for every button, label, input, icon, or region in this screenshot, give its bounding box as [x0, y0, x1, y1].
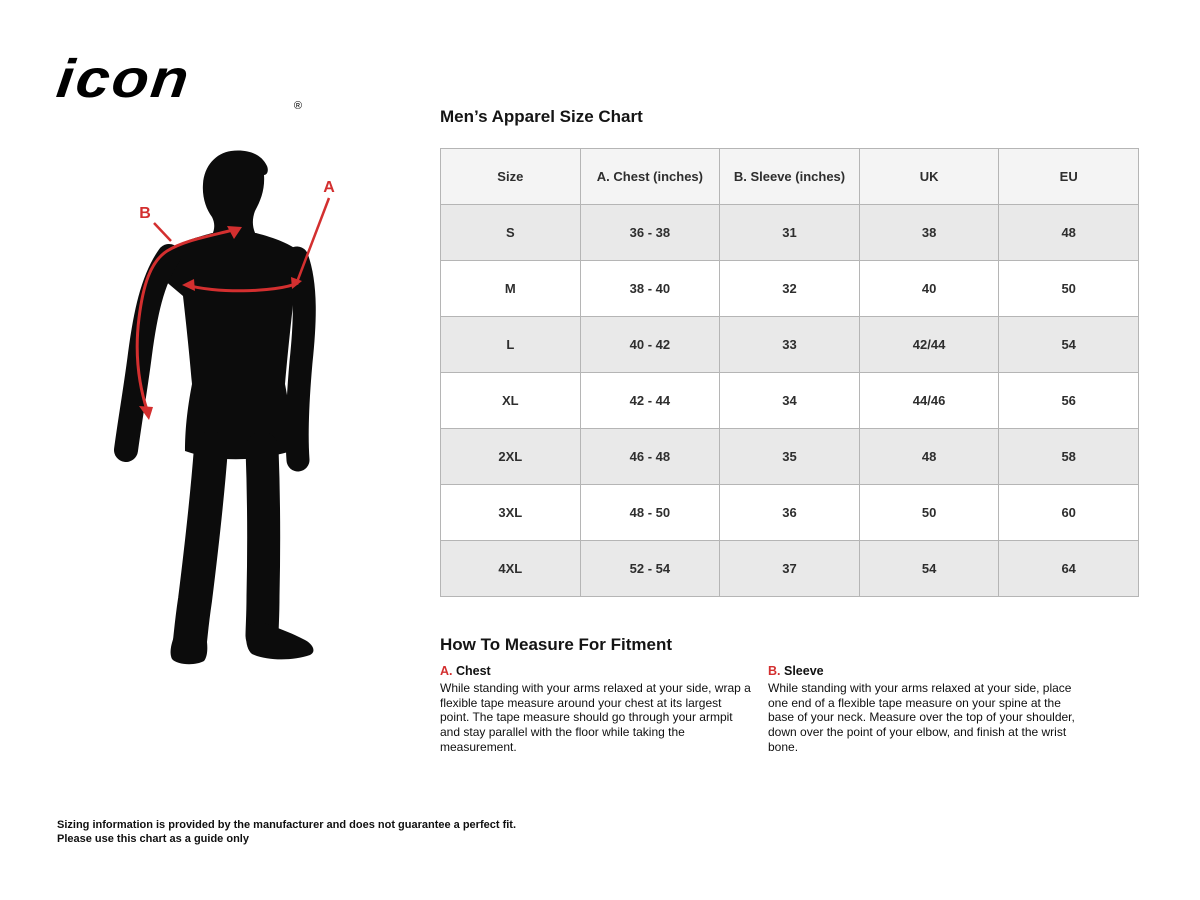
table-cell: XL [441, 373, 581, 429]
label-b-leader-line [154, 223, 171, 241]
measure-chest-label [440, 664, 752, 678]
column-header: EU [999, 149, 1139, 205]
table-cell: 48 - 50 [580, 485, 720, 541]
measure-sleeve-label [768, 664, 1088, 678]
table-row [441, 429, 1139, 485]
registered-trademark-icon: ® [293, 100, 302, 112]
table-cell: 32 [720, 261, 860, 317]
table-row [441, 485, 1139, 541]
figure-torso [156, 233, 308, 459]
table-cell: 54 [999, 317, 1139, 373]
table-cell: 38 - 40 [580, 261, 720, 317]
table-cell: 58 [999, 429, 1139, 485]
measure-chest-title: Chest [455, 664, 491, 678]
figure-left-foot [171, 634, 208, 664]
table-cell: L [441, 317, 581, 373]
measure-item-sleeve [768, 664, 1088, 754]
table-cell: 35 [720, 429, 860, 485]
how-to-measure-section [440, 635, 1140, 754]
measure-sleeve-text: While standing with your arms relaxed at your side, place one end of a flexible tape measure on your spine at the base of your neck. Measure over the top of your shoulder, down over the point of your elbow, and finish at the wrist bone. [768, 681, 1075, 754]
figure-right-arm [297, 258, 304, 460]
table-cell: 40 - 42 [580, 317, 720, 373]
table-cell: 36 - 38 [580, 205, 720, 261]
measure-sleeve-title: Sleeve [783, 664, 824, 678]
table-cell: S [441, 205, 581, 261]
table-cell: 56 [999, 373, 1139, 429]
table-cell: 46 - 48 [580, 429, 720, 485]
table-cell: 3XL [441, 485, 581, 541]
table-cell: M [441, 261, 581, 317]
table-cell: 48 [999, 205, 1139, 261]
size-chart-header-row [441, 149, 1139, 205]
label-b: B [139, 205, 151, 222]
table-cell: 50 [859, 485, 999, 541]
figure-head [203, 151, 268, 235]
size-chart-table-body [441, 205, 1139, 597]
table-cell: 40 [859, 261, 999, 317]
table-row [441, 261, 1139, 317]
column-header: A. Chest (inches) [580, 149, 720, 205]
table-cell: 42/44 [859, 317, 999, 373]
male-silhouette-diagram [95, 148, 335, 668]
table-row [441, 205, 1139, 261]
sizing-disclaimer [57, 818, 516, 847]
table-cell: 34 [720, 373, 860, 429]
table-cell: 4XL [441, 541, 581, 597]
sizing-disclaimer-line2: Please use this chart as a guide only [57, 833, 249, 846]
table-cell: 50 [999, 261, 1139, 317]
table-cell: 64 [999, 541, 1139, 597]
column-header: B. Sleeve (inches) [720, 149, 860, 205]
size-chart-table-head [441, 149, 1139, 205]
label-a-leader-line [297, 198, 329, 282]
how-to-measure-heading: How To Measure For Fitment [440, 635, 673, 654]
table-cell: 38 [859, 205, 999, 261]
table-cell: 48 [859, 429, 999, 485]
figure-right-leg [262, 448, 264, 636]
table-row [441, 317, 1139, 373]
measure-chest-letter: A. [440, 664, 453, 678]
brand-logo-text: icon [53, 49, 195, 109]
size-chart-table [440, 148, 1139, 597]
table-row [441, 541, 1139, 597]
figure-left-arm [126, 256, 169, 450]
sizing-disclaimer-line1: Sizing information is provided by the manufacturer and does not guarantee a perfect fit. [57, 819, 517, 831]
table-cell: 31 [720, 205, 860, 261]
table-cell: 2XL [441, 429, 581, 485]
column-header: UK [859, 149, 999, 205]
measurement-figure [95, 148, 335, 668]
table-cell: 42 - 44 [580, 373, 720, 429]
table-cell: 33 [720, 317, 860, 373]
table-cell: 37 [720, 541, 860, 597]
table-cell: 36 [720, 485, 860, 541]
figure-right-foot [246, 621, 313, 659]
column-header: Size [441, 149, 581, 205]
table-cell: 60 [999, 485, 1139, 541]
table-cell: 52 - 54 [580, 541, 720, 597]
brand-logo [53, 49, 302, 112]
figure-left-leg [190, 448, 211, 641]
table-row [441, 373, 1139, 429]
measure-item-chest [440, 664, 752, 754]
size-chart-title: Men’s Apparel Size Chart [440, 107, 643, 126]
how-to-measure-columns [440, 664, 1140, 754]
measure-sleeve-letter: B. [768, 664, 781, 678]
table-cell: 54 [859, 541, 999, 597]
measure-chest-text: While standing with your arms relaxed at your side, wrap a flexible tape measure around your chest at its largest point. The tape measure should go through your armpit and stay parallel with the floor while taking the measurement. [440, 681, 751, 754]
table-cell: 44/46 [859, 373, 999, 429]
label-a: A [323, 179, 335, 196]
